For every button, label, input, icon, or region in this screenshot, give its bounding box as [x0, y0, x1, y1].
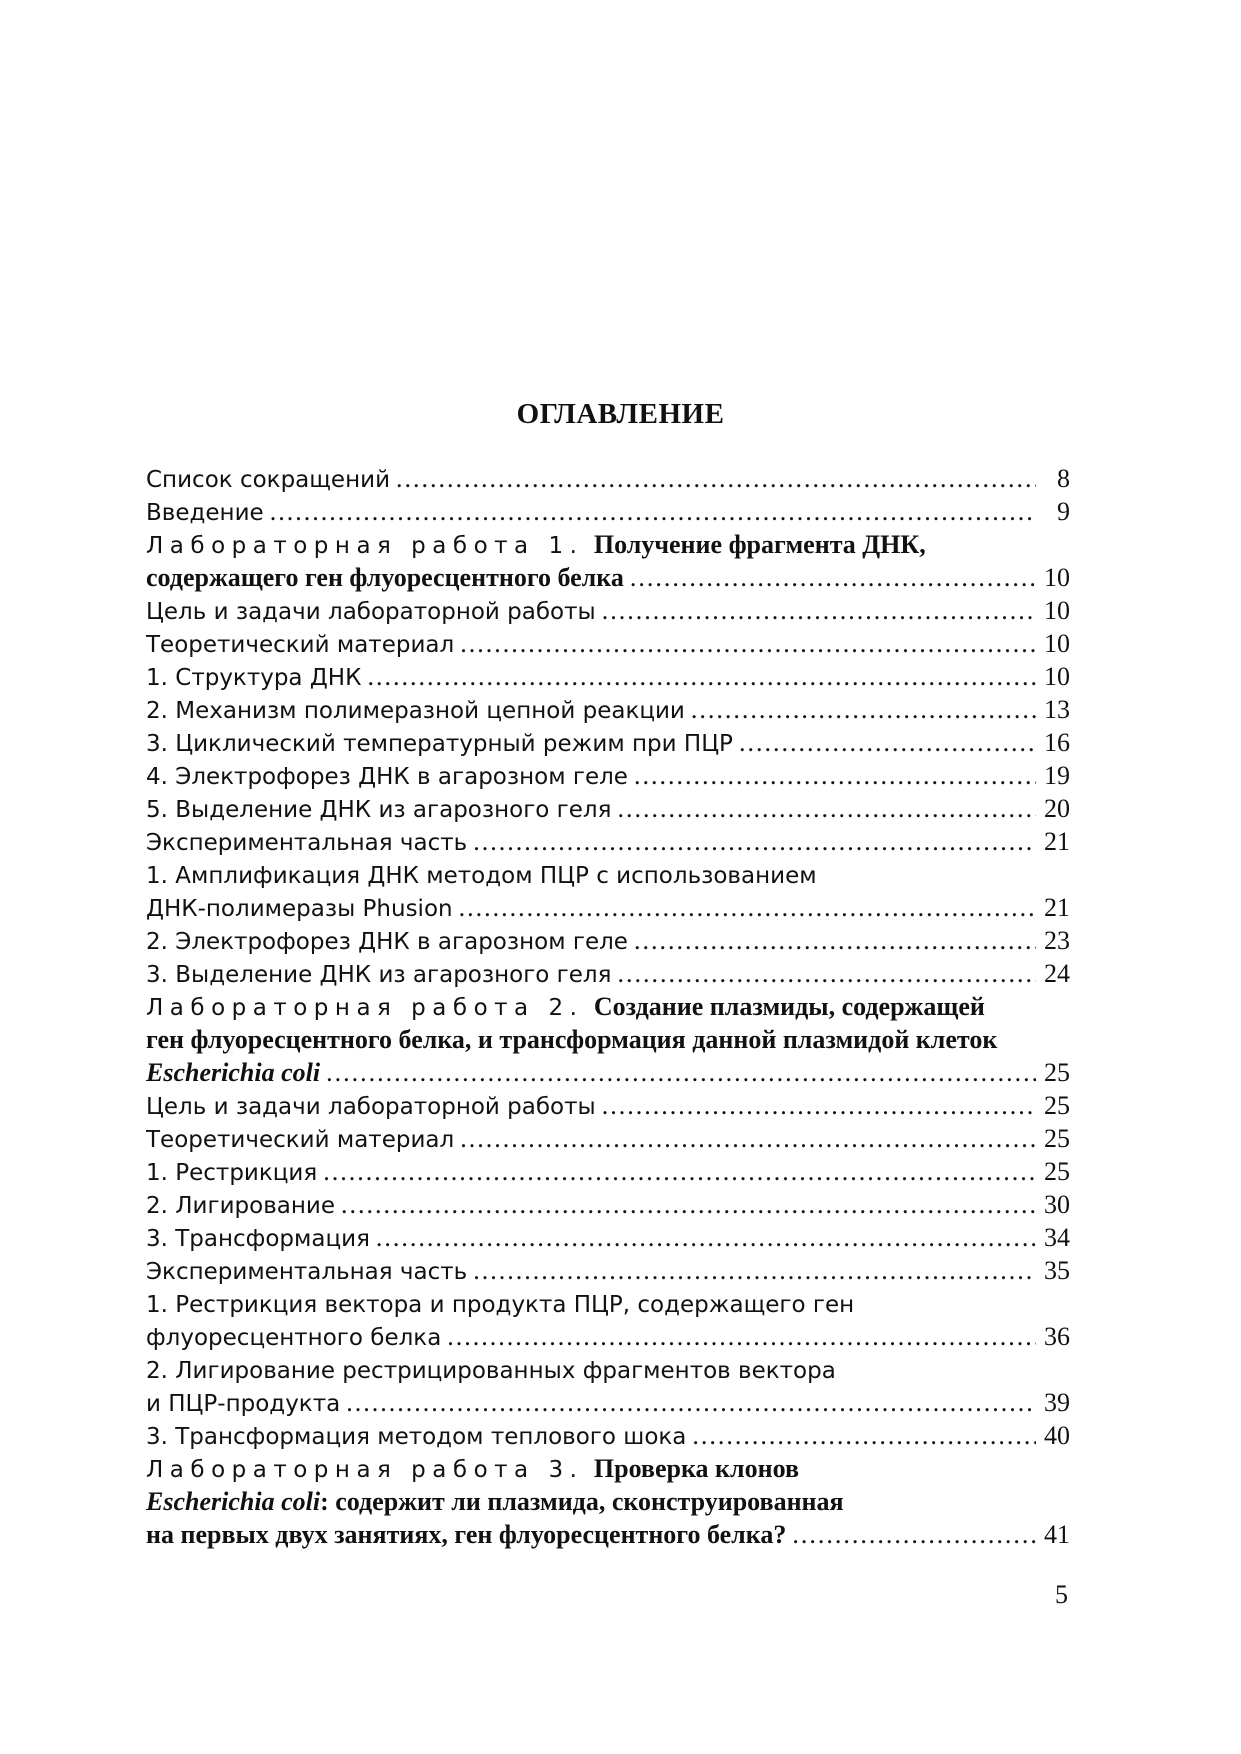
toc-entry-page: 16 [1044, 728, 1070, 757]
toc-entry-title [146, 1287, 854, 1320]
toc-entry-page: 10 [1044, 596, 1070, 625]
toc-entry-title [146, 1518, 786, 1551]
toc-entry-title [146, 924, 628, 957]
toc-entry-page: 19 [1044, 761, 1070, 790]
dot-leader [376, 1221, 1036, 1254]
toc-entry-title-part: и ПЦР-продукта [146, 1391, 341, 1417]
toc-entry-title [146, 1353, 836, 1386]
dot-leader [602, 594, 1036, 627]
toc-entry-page: 24 [1044, 959, 1070, 988]
toc-entry [146, 1056, 1070, 1089]
toc-entry-title-part: ДНК-полимеразы Phusion [146, 896, 453, 922]
toc-entry [146, 1023, 1070, 1056]
toc-entry-title [146, 693, 685, 726]
toc-entry-page: 25 [1044, 1124, 1070, 1153]
toc-entry [146, 792, 1070, 825]
dot-leader [691, 693, 1036, 726]
toc-entry-title-part: Теоретический материал [146, 632, 455, 658]
toc-entry [146, 759, 1070, 792]
dot-leader [367, 660, 1036, 693]
toc-entry [146, 1155, 1070, 1188]
toc-entry-title [146, 1023, 997, 1056]
toc-entry-page: 10 [1044, 662, 1070, 691]
toc-entry-title-part: 1. Рестрикция [146, 1160, 318, 1186]
toc-entry-title-part: Экспериментальная часть [146, 830, 468, 856]
toc-entry-page: 8 [1057, 464, 1070, 493]
page-number: 5 [1055, 1580, 1068, 1609]
toc-entry-title-part: 2. Лигирование [146, 1193, 335, 1219]
dot-leader [460, 627, 1036, 660]
toc-entry-page: 20 [1044, 794, 1070, 823]
toc-entry [146, 1518, 1070, 1551]
toc-entry-title-part: флуоресцентного белка [146, 1325, 442, 1351]
table-of-contents [146, 462, 1070, 1551]
toc-entry-title-part: Цель и задачи лабораторной работы [146, 1094, 596, 1120]
toc-entry-title-part: 5. Выделение ДНК из агарозного геля [146, 797, 612, 823]
toc-entry [146, 462, 1070, 495]
toc-entry-page: 41 [1044, 1520, 1070, 1549]
toc-entry [146, 726, 1070, 759]
toc-entry-title-part: на первых двух занятиях, ген флуоресцентного белка? [146, 1520, 787, 1549]
toc-entry [146, 957, 1070, 990]
toc-entry-title-part: Цель и задачи лабораторной работы [146, 599, 596, 625]
toc-entry-title-part: ген флуоресцентного белка, и трансформация данной плазмидой клеток [146, 1025, 998, 1054]
toc-entry-title-part: 1. Рестрикция вектора и продукта ПЦР, содержащего ген [146, 1292, 855, 1318]
toc-entry [146, 825, 1070, 858]
toc-entry-title-part: 3. Трансформация [146, 1226, 370, 1252]
toc-entry-title-part: Список сокращений [146, 467, 391, 493]
toc-entry-title [146, 990, 985, 1023]
toc-entry [146, 1320, 1070, 1353]
toc-entry-page: 10 [1044, 563, 1070, 592]
toc-entry-title-part: 3. Выделение ДНК из агарозного геля [146, 962, 612, 988]
toc-entry-title-part: 3. Циклический температурный режим при ПЦР [146, 731, 733, 757]
toc-entry-page: 30 [1044, 1190, 1070, 1219]
dot-leader [341, 1188, 1036, 1221]
toc-entry-title [146, 957, 611, 990]
toc-entry-page: 34 [1044, 1223, 1070, 1252]
toc-entry [146, 1188, 1070, 1221]
toc-entry-title-part: 2. Электрофорез ДНК в агарозном геле [146, 929, 628, 955]
toc-entry [146, 1353, 1070, 1386]
toc-entry-page: 13 [1044, 695, 1070, 724]
toc-entry-title [146, 1056, 320, 1089]
toc-entry-title-part: 3. Трансформация методом теплового шока [146, 1424, 687, 1450]
toc-entry-title [146, 1320, 441, 1353]
dot-leader [602, 1089, 1036, 1122]
toc-entry [146, 891, 1070, 924]
dot-leader [617, 957, 1036, 990]
toc-entry [146, 1254, 1070, 1287]
toc-entry-page: 25 [1044, 1091, 1070, 1120]
toc-entry-title-part: 2. Механизм полимеразной цепной реакции [146, 698, 685, 724]
toc-entry-title [146, 1386, 340, 1419]
toc-entry [146, 990, 1070, 1023]
toc-entry-title-part: 2. Лигирование рестрицированных фрагментов вектора [146, 1358, 836, 1384]
dot-leader [692, 1419, 1036, 1452]
toc-entry-title [146, 561, 624, 594]
dot-leader [617, 792, 1036, 825]
dot-leader [634, 924, 1036, 957]
toc-entry-title-part: 1. Структура ДНК [146, 665, 362, 691]
toc-entry-title [146, 1254, 467, 1287]
toc-entry [146, 1386, 1070, 1419]
toc-entry [146, 924, 1070, 957]
toc-entry-title [146, 1122, 454, 1155]
dot-leader [326, 1056, 1036, 1089]
toc-entry-title [146, 1485, 844, 1518]
toc-entry-title [146, 462, 390, 495]
dot-leader [323, 1155, 1036, 1188]
toc-entry-title-part: : содержит ли плазмида, сконструированная [320, 1487, 844, 1516]
toc-entry-title [146, 627, 454, 660]
toc-entry-page: 23 [1044, 926, 1070, 955]
toc-entry [146, 1089, 1070, 1122]
dot-leader [447, 1320, 1036, 1353]
toc-entry-title-part: 1. Амплификация ДНК методом ПЦР с использованием [146, 863, 817, 889]
toc-entry [146, 1122, 1070, 1155]
toc-entry-title-part: Теоретический материал [146, 1127, 455, 1153]
toc-entry-title [146, 1188, 335, 1221]
toc-entry [146, 858, 1070, 891]
toc-entry-title-part: Проверка клонов [587, 1454, 799, 1483]
toc-entry-title-part: Экспериментальная часть [146, 1259, 468, 1285]
toc-entry-page: 39 [1044, 1388, 1070, 1417]
toc-entry [146, 561, 1070, 594]
toc-entry [146, 1287, 1070, 1320]
toc-entry-title-part: Лабораторная работа 2. [146, 995, 584, 1021]
toc-entry-page: 35 [1044, 1256, 1070, 1285]
toc-entry-title [146, 726, 733, 759]
toc-entry-page: 21 [1044, 893, 1070, 922]
toc-entry [146, 1452, 1070, 1485]
toc-entry-title [146, 1221, 370, 1254]
toc-entry-title [146, 1089, 596, 1122]
toc-entry-title [146, 660, 361, 693]
toc-entry-page: 9 [1057, 497, 1070, 526]
toc-entry [146, 495, 1070, 528]
toc-entry-title-part: Введение [146, 500, 264, 526]
dot-leader [460, 1122, 1036, 1155]
toc-entry-title-part: содержащего ген флуоресцентного белка [146, 563, 624, 592]
toc-entry [146, 1221, 1070, 1254]
dot-leader [792, 1518, 1036, 1551]
toc-entry-title-part: Получение фрагмента ДНК, [587, 530, 926, 559]
toc-entry-title [146, 528, 926, 561]
toc-entry-title-part: Escherichia coli [146, 1487, 321, 1516]
toc-entry-title-part: Лабораторная работа 1. [146, 533, 584, 559]
dot-leader [473, 1254, 1036, 1287]
toc-entry-title [146, 825, 467, 858]
toc-entry-page: 10 [1044, 629, 1070, 658]
dot-leader [346, 1386, 1036, 1419]
toc-entry-title [146, 891, 453, 924]
toc-entry [146, 1485, 1070, 1518]
toc-entry [146, 660, 1070, 693]
dot-leader [634, 759, 1036, 792]
dot-leader [739, 726, 1036, 759]
toc-entry-title [146, 792, 611, 825]
toc-entry-title [146, 594, 596, 627]
toc-entry-page: 36 [1044, 1322, 1070, 1351]
dot-leader [459, 891, 1036, 924]
dot-leader [630, 561, 1036, 594]
toc-entry-title-part: Лабораторная работа 3. [146, 1457, 584, 1483]
toc-entry-page: 21 [1044, 827, 1070, 856]
toc-entry-title [146, 759, 628, 792]
toc-entry-title-part: Escherichia coli [146, 1058, 321, 1087]
toc-entry [146, 594, 1070, 627]
toc-entry-title-part: Создание плазмиды, содержащей [587, 992, 985, 1021]
dot-leader [270, 495, 1036, 528]
toc-entry-title [146, 1452, 799, 1485]
toc-entry [146, 627, 1070, 660]
page-title: ОГЛАВЛЕНИЕ [516, 398, 725, 430]
toc-entry-title [146, 1419, 686, 1452]
toc-entry-title-part: 4. Электрофорез ДНК в агарозном геле [146, 764, 628, 790]
toc-entry-title [146, 858, 817, 891]
toc-entry-title [146, 1155, 317, 1188]
toc-entry-page: 25 [1044, 1058, 1070, 1087]
dot-leader [473, 825, 1036, 858]
toc-entry [146, 1419, 1070, 1452]
toc-entry-page: 25 [1044, 1157, 1070, 1186]
toc-entry-page: 40 [1044, 1421, 1070, 1450]
toc-entry [146, 528, 1070, 561]
dot-leader [396, 462, 1036, 495]
toc-entry [146, 693, 1070, 726]
toc-entry-title [146, 495, 264, 528]
